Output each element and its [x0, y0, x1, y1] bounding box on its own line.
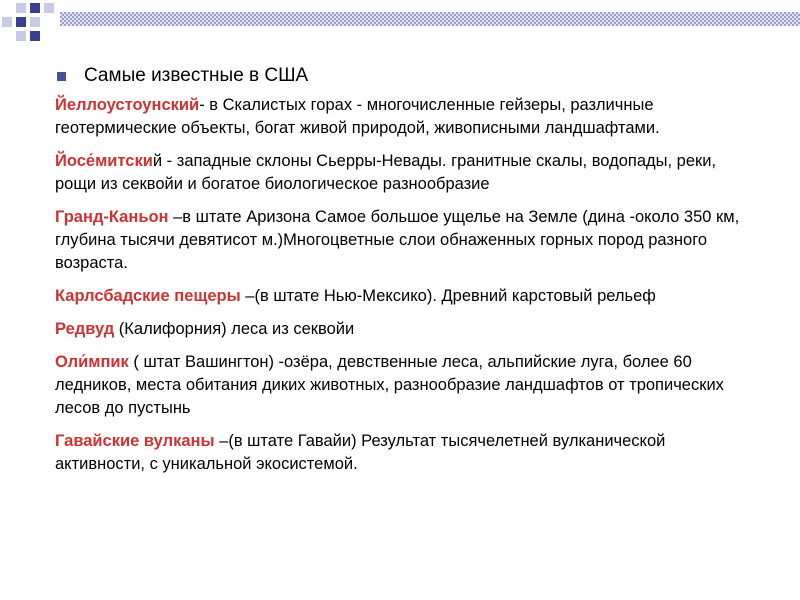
park-name: Йосе́митски	[55, 152, 153, 170]
park-description: - в Скалистых горах - многочисленные гейзеры, различные геотермические объекты, богат живой природой, живописными ландшафтами.	[55, 96, 660, 137]
park-name: Оли́мпик	[55, 353, 129, 371]
slide-content	[55, 60, 755, 486]
park-name: Гавайские вулканы	[55, 432, 215, 450]
park-name: Карлсбадские пещеры	[55, 287, 241, 305]
park-description: –в штате Аризона Самое большое ущелье на Земле (дина -около 350 км, глубина тысячи девятисот м.)Многоцветные слои обнаженных горных пород разного возраста.	[55, 208, 740, 272]
park-name: Гранд-Каньон	[55, 208, 169, 226]
park-item	[55, 94, 755, 140]
deco-square	[2, 17, 12, 27]
square-bullet-icon	[57, 72, 66, 81]
park-name: Йеллоустоунский	[55, 96, 200, 114]
park-description: й - западные склоны Сьерры-Невады. гранитные скалы, водопады, реки, рощи из секвойи и богатое биологическое разнообразие	[55, 152, 717, 193]
park-item	[55, 285, 755, 308]
park-description: (Калифорния) леса из секвойи	[114, 320, 355, 338]
park-item	[55, 318, 755, 341]
decorative-squares	[0, 0, 60, 50]
deco-square	[30, 17, 40, 27]
checkered-band	[60, 12, 800, 26]
park-description: ( штат Вашингтон) -озёра, девственные леса, альпийские луга, более 60 ледников, места обитания диких животных, разнообразие ландшафтов от тропических лесов до пустынь	[55, 353, 724, 417]
heading-row	[55, 60, 755, 92]
deco-square	[16, 31, 26, 41]
park-item	[55, 206, 755, 275]
deco-square	[30, 31, 40, 41]
slide-heading: Самые известные в США	[84, 65, 309, 86]
park-item	[55, 351, 755, 420]
deco-square	[30, 3, 40, 13]
deco-square	[16, 17, 26, 27]
deco-square	[16, 3, 26, 13]
park-item	[55, 150, 755, 196]
deco-square	[44, 3, 54, 13]
park-item	[55, 430, 755, 476]
park-description: –(в штате Нью-Мексико). Древний карстовый рельеф	[240, 287, 656, 305]
park-name: Редвуд	[55, 320, 115, 338]
park-description: –(в штате Гавайи) Результат тысячелетней вулканической активности, с уникальной экосистемой.	[55, 432, 666, 473]
